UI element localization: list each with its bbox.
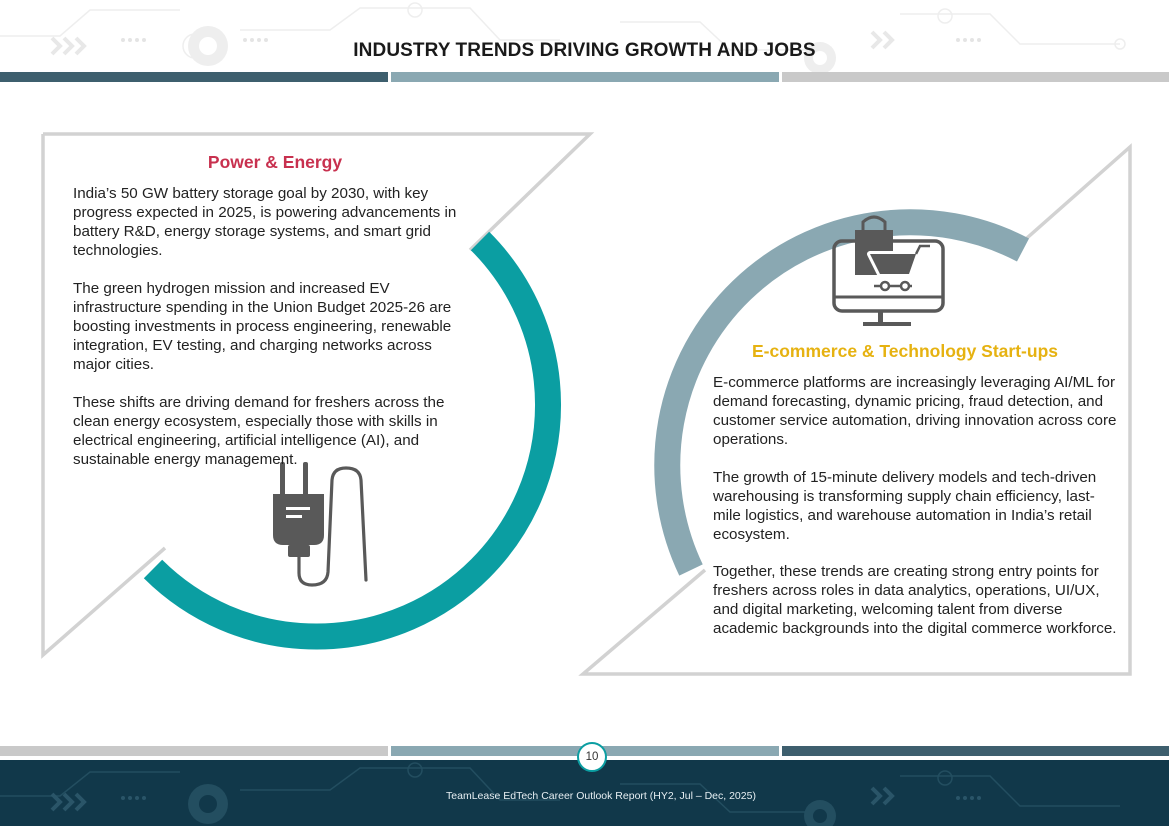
power-plug-icon (273, 462, 324, 557)
power-paragraph-1: India’s 50 GW battery storage goal by 2030, with key progress expected in 2025, is powering advancements in battery R&D, energy storage systems, and smart grid technologies. (73, 185, 457, 259)
page-title: INDUSTRY TRENDS DRIVING GROWTH AND JOBS (353, 40, 816, 61)
page-number-badge: 10 (577, 742, 607, 772)
ecommerce-title: E-commerce & Technology Start-ups (752, 341, 1058, 361)
footer-report-title: TeamLease EdTech Career Outlook Report (HY2, Jul – Dec, 2025) (446, 790, 756, 802)
power-paragraph-2: The green hydrogen mission and increased EV infrastructure spending in the Union Budget 2025-26 are boosting investments in process engineering, renewable integration, EV testing, and charging networks across major cities. (73, 280, 452, 373)
ecommerce-paragraph-3: Together, these trends are creating strong entry points for freshers across roles in data analytics, operations, UI/UX, and digital marketing, welcoming talent from diverse academic backgrounds into the digital commerce workforce. (713, 563, 1117, 637)
ecommerce-paragraph-2: The growth of 15-minute delivery models and tech-driven warehousing is transforming supply chain efficiency, last-mile logistics, and warehouse automation in India’s retail ecosystem. (713, 469, 1097, 543)
power-paragraph-3: These shifts are driving demand for freshers across the clean energy ecosystem, especially those with skills in electrical engineering, artificial intelligence (AI), and sustainable energy management. (73, 394, 445, 468)
power-energy-title: Power & Energy (207, 152, 343, 172)
ecommerce-paragraph-1: E-commerce platforms are increasingly leveraging AI/ML for demand forecasting, dynamic pricing, fraud detection, and customer service automation, driving innovation across core operations. (713, 374, 1117, 448)
footer-divider-segment-dark (782, 746, 1169, 756)
footer-divider-segment-grey (0, 746, 388, 756)
